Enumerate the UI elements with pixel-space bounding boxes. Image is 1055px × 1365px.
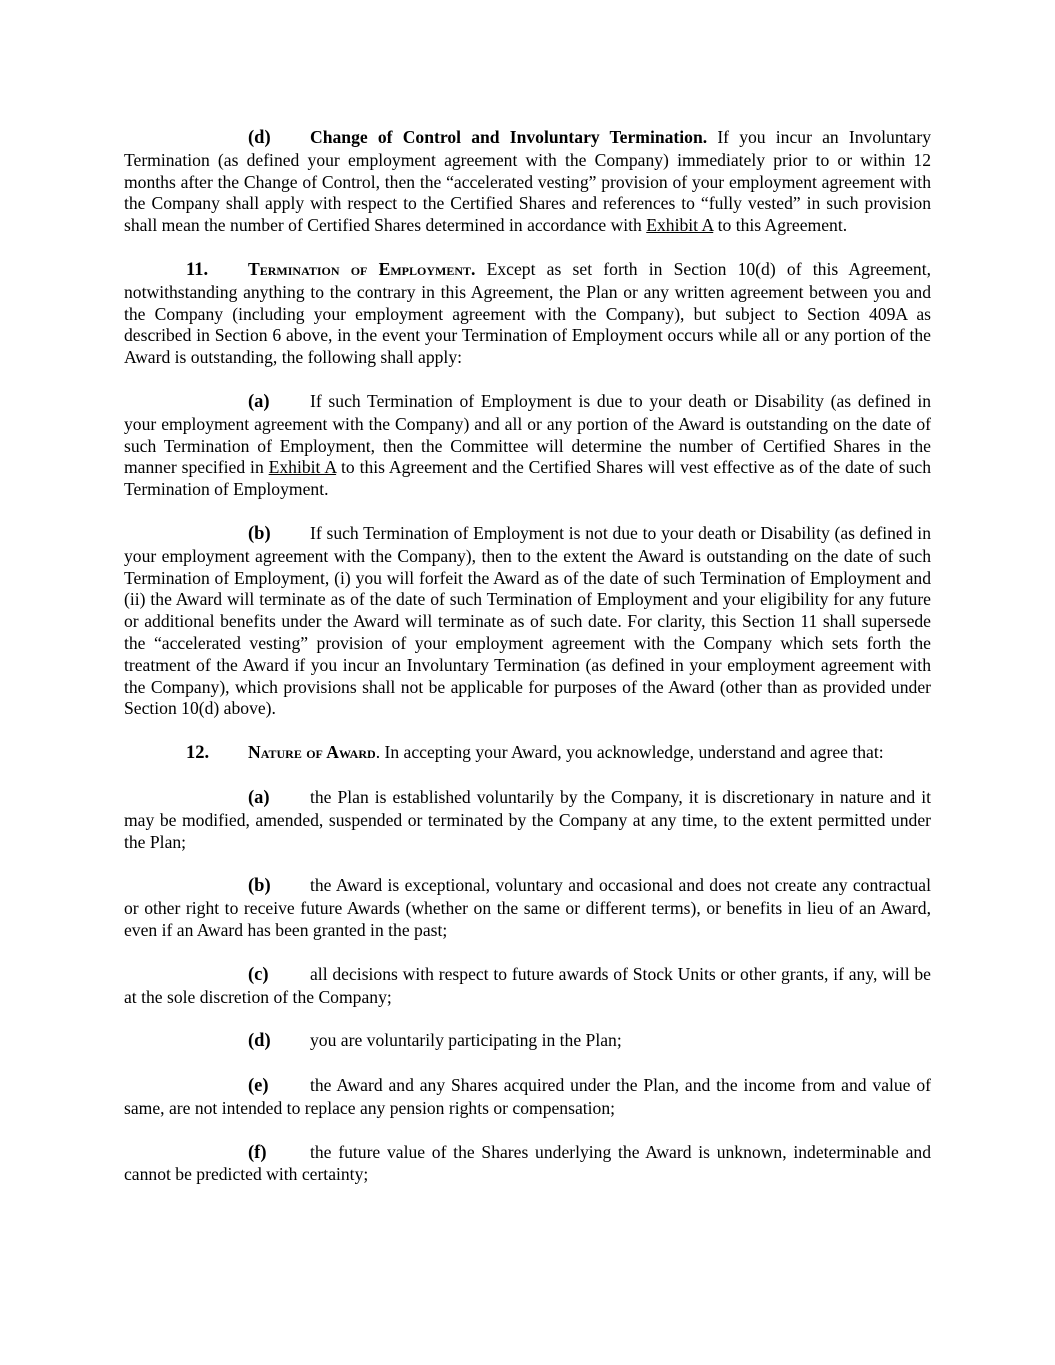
section-12e-label: (e) [248,1076,269,1097]
section-12-heading: Nature of Award [248,742,376,763]
section-10d-text-end: to this Agreement. [713,215,848,236]
section-12d-paragraph [124,1030,931,1053]
section-11-text: Except as set forth in Section 10(d) of this Agreement, notwithstanding anything to the contrary in this Agreement, the Plan or any written agreement between you and the Company (including your employment agreement with the Company), but subject to Section 409A as described in Section 6 above, in the event your Termination of Employment occurs while all or any portion of the Award is outstanding, the following shall apply: [124,258,931,368]
section-12d-label: (d) [248,1031,271,1052]
section-12b-paragraph [124,875,931,941]
section-12a-text: the Plan is established voluntarily by the Company, it is discretionary in nature and it may be modified, amended, suspended or terminated by the Company at any time, to the extent permitted under the Plan; [124,786,931,852]
section-11-paragraph [124,259,931,369]
section-12b-label: (b) [248,876,271,897]
section-12e-paragraph [124,1075,931,1120]
section-11a-text-end: to this Agreement and the Certified Shares will vest effective as of the date of such Termination of Employment. [124,457,932,500]
section-12a-paragraph [124,787,931,853]
section-12c-label: (c) [248,964,269,985]
section-10d-heading: Change of Control and Involuntary Termination. [310,127,708,147]
section-10d-paragraph [124,127,931,237]
exhibit-a-link: Exhibit A [268,457,337,478]
section-12d-text: you are voluntarily participating in the Plan; [310,1030,622,1051]
section-10d-text: If you incur an Involuntary Termination (as defined your employment agreement with the Company) immediately prior to or within 12 months after the Change of Control, then the “accelerated vesting” provision of your employment agreement with the Company shall apply with respect to the Certified Shares and references to “fully vested” in such provision shall mean the number of Certified Shares determined in accordance with [124,127,931,236]
section-11b-paragraph [124,523,931,720]
section-12-paragraph [124,742,931,765]
section-12f-text: the future value of the Shares underlying the Award is unknown, indeterminable and cannot be predicted with certainty; [124,1141,931,1185]
section-10d-label: (d) [248,128,271,148]
section-12b-text: the Award is exceptional, voluntary and occasional and does not create any contractual or other right to receive future Awards (whether on the same or different terms), or benefits in lieu of an Award, even if an Award has been granted in the past; [124,875,931,940]
section-11b-label: (b) [248,523,271,544]
section-12a-label: (a) [248,787,270,808]
section-12c-paragraph [124,964,931,1009]
section-12f-paragraph [124,1142,931,1187]
section-11-number: 11. [186,259,209,280]
section-11a-text: If such Termination of Employment is due to your death or Disability (as defined in your employment agreement with the Company) and all or any portion of the Award is outstanding on the date of such Termination of Employment, then the Committee will determine the number of Certified Shares in the manner specified in [124,390,931,478]
section-12f-label: (f) [248,1142,267,1163]
document-page [124,127,931,1186]
section-12-text: . In accepting your Award, you acknowledge, understand and agree that: [375,742,884,763]
section-11a-paragraph [124,391,931,501]
exhibit-a-link: Exhibit A [646,215,714,236]
section-11a-label: (a) [248,391,270,412]
section-11-heading: Termination of Employment. [248,258,476,279]
section-12e-text: the Award and any Shares acquired under the Plan, and the income from and value of same, are not intended to replace any pension rights or compensation; [124,1075,931,1118]
section-12-number: 12. [186,743,210,764]
section-11b-text: If such Termination of Employment is not due to your death or Disability (as defined in your employment agreement with the Company), then to the extent the Award is outstanding on the date of such Termination of Employment, (i) you will forfeit the Award as of the date of such Termination of Employment and (ii) the Award will terminate as of the date of such Termination of Employment and your eligibility for any future or additional benefits under the Award will terminate as of such date. For clarity, this Section 11 shall supersede the “accelerated vesting” provision of your employment agreement with the Company which sets forth the treatment of the Award if you incur an Involuntary Termination (as defined in your employment agreement with the Company), which provisions shall not be applicable for purposes of the Award (other than as provided under Section 10(d) above). [124,522,931,719]
section-12c-text: all decisions with respect to future awards of Stock Units or other grants, if any, will be at the sole discretion of the Company; [124,963,931,1007]
